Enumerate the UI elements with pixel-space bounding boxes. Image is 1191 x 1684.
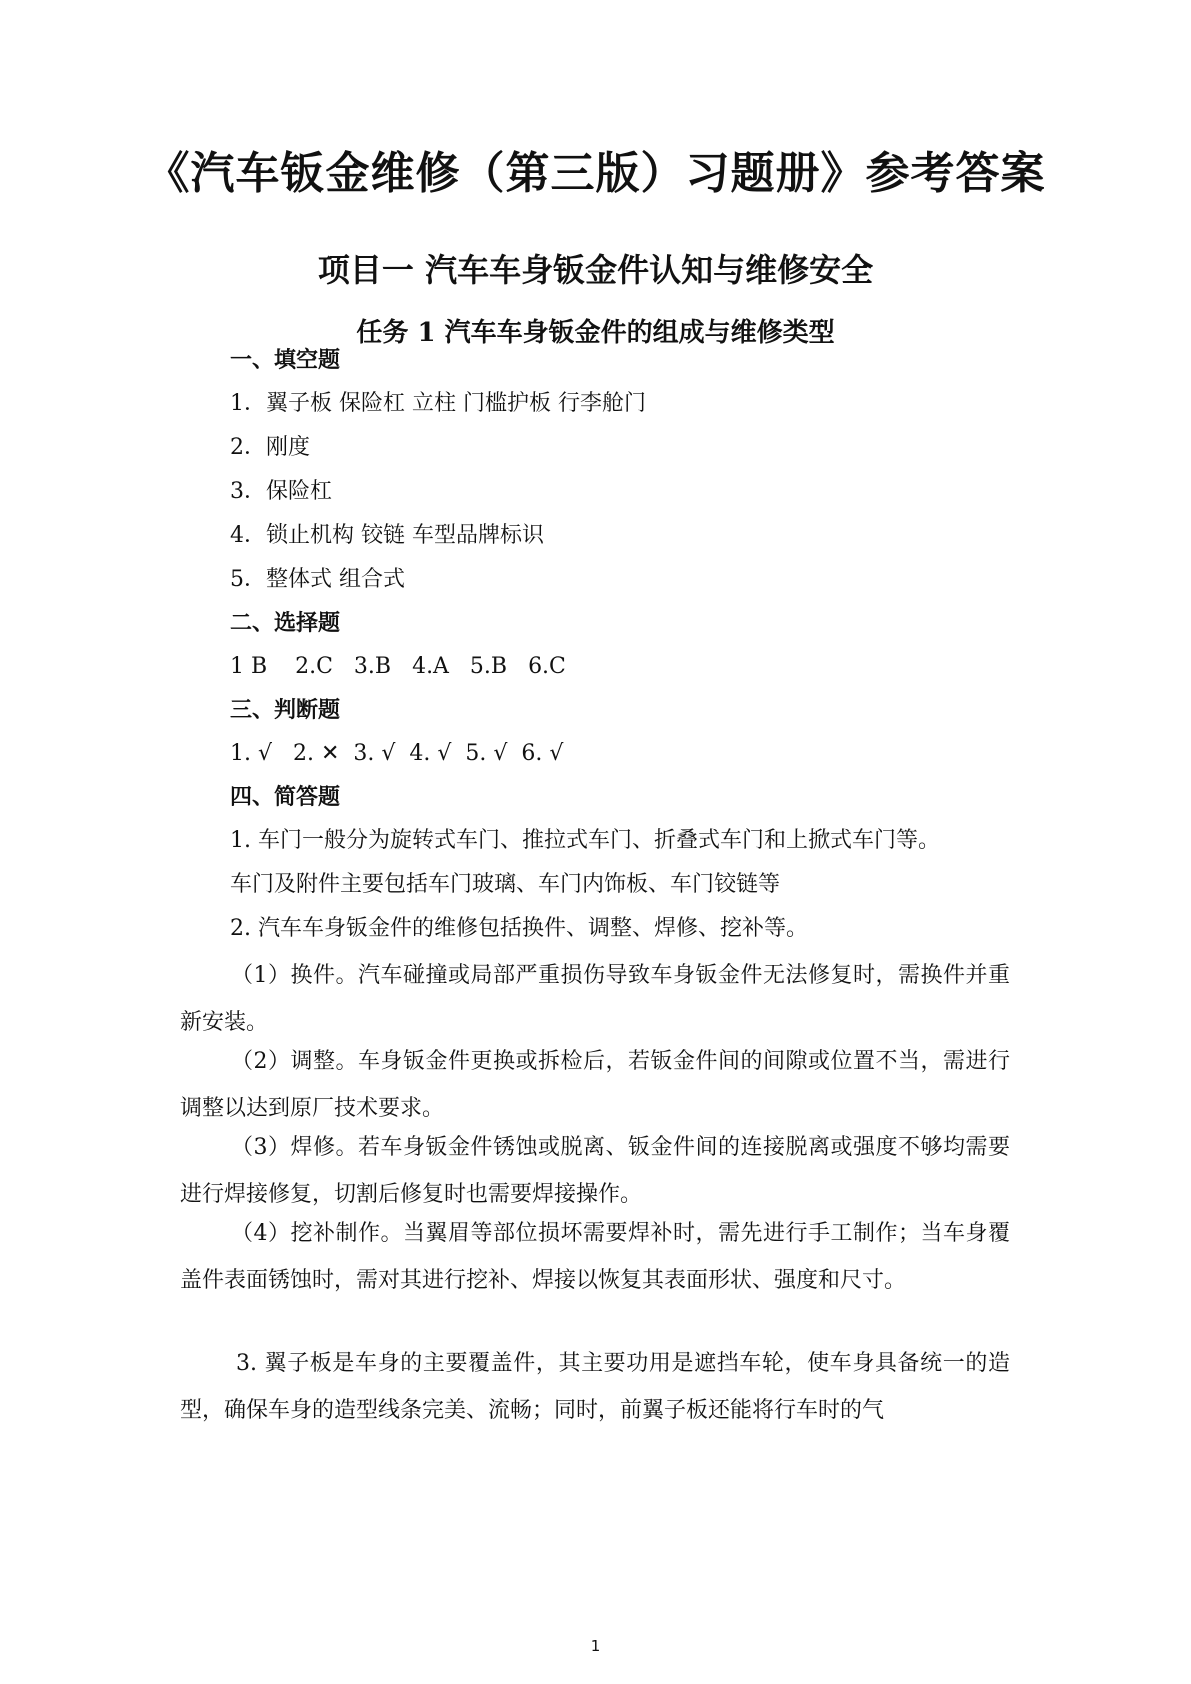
fill-answer-1: 1．翼子板 保险杠 立柱 门槛护板 行李舱门 — [230, 391, 646, 416]
task-heading: 任务 1 汽车车身钣金件的组成与维修类型 — [356, 318, 835, 348]
fill-answer-4: 4．锁止机构 铰链 车型品牌标识 — [230, 523, 544, 548]
short-answer-2-item-4: （4）挖补制作。当翼眉等部位损坏需要焊补时，需先进行手工制作；当车身覆盖件表面锈蚀时，需对其进行挖补、焊接以恢复其表面形状、强度和尺寸。 — [180, 1221, 1010, 1293]
short-answer-3: 3. 翼子板是车身的主要覆盖件，其主要功用是遮挡车轮，使车身具备统一的造型，确保车身的造型线条完美、流畅；同时，前翼子板还能将行车时的气 — [180, 1351, 1010, 1423]
short-answer-1-line1: 1. 车门一般分为旋转式车门、推拉式车门、折叠式车门和上掀式车门等。 — [230, 828, 940, 853]
short-answer-2-item-1: （1）换件。汽车碰撞或局部严重损伤导致车身钣金件无法修复时，需换件并重新安装。 — [180, 963, 1010, 1035]
section-heading-choice: 二、选择题 — [230, 610, 341, 636]
fill-answer-3: 3．保险杠 — [230, 479, 332, 504]
page-number: 1 — [590, 1637, 601, 1655]
short-answer-2-intro: 2. 汽车车身钣金件的维修包括换件、调整、焊修、挖补等。 — [230, 916, 808, 941]
fill-answer-2: 2．刚度 — [230, 435, 310, 460]
project-heading: 项目一 汽车车身钣金件认知与维修安全 — [317, 251, 874, 289]
section-heading-judge: 三、判断题 — [230, 697, 341, 723]
section-heading-short: 四、简答题 — [230, 784, 341, 810]
short-answer-1-line2: 车门及附件主要包括车门玻璃、车门内饰板、车门铰链等 — [230, 872, 781, 897]
document-title: 《汽车钣金维修（第三版）习题册》参考答案 — [145, 148, 1046, 199]
short-answer-2-item-3: （3）焊修。若车身钣金件锈蚀或脱离、钣金件间的连接脱离或强度不够均需要进行焊接修复，切割后修复时也需要焊接操作。 — [180, 1135, 1010, 1207]
section-heading-fill: 一、填空题 — [230, 347, 341, 373]
fill-answer-5: 5．整体式 组合式 — [230, 567, 405, 592]
short-answer-2-item-2: （2）调整。车身钣金件更换或拆检后，若钣金件间的间隙或位置不当，需进行调整以达到原厂技术要求。 — [180, 1049, 1010, 1121]
choice-answers: 1 B 2.C 3.B 4.A 5.B 6.C — [230, 654, 566, 679]
judge-answers: 1. √ 2. ✕ 3. √ 4. √ 5. √ 6. √ — [230, 741, 564, 766]
